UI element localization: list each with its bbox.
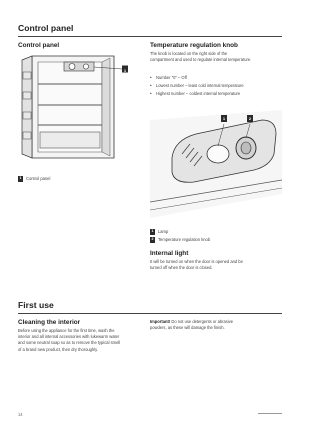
knob-callout-2: 2 xyxy=(248,116,252,121)
list-item: • Number "0" – Off xyxy=(150,74,244,82)
important-text: powders, as these will damage the finish. xyxy=(150,325,225,331)
text-line: turned off when the door is closed. xyxy=(150,265,213,271)
control-panel-subtitle: Control panel xyxy=(18,42,60,49)
legend-number-badge: 1 xyxy=(151,229,154,233)
page-number: 14 xyxy=(18,412,23,417)
internal-light-heading: Internal light xyxy=(150,250,189,257)
knob-callout-1: 1 xyxy=(222,116,226,121)
fridge-illustration xyxy=(18,50,136,168)
footer-divider xyxy=(258,413,282,414)
section-title-first-use: First use xyxy=(18,300,54,310)
figure-caption-control-panel xyxy=(18,176,50,182)
text-line: of a brand new product, then dry thoroughly. xyxy=(18,346,99,352)
legend-text: Lamp xyxy=(158,229,169,235)
text-line: and some neutral soap so as to remove the typical smell xyxy=(18,340,121,346)
legend-number-badge: 2 xyxy=(151,237,154,241)
internal-light-text xyxy=(150,259,243,271)
section-divider xyxy=(18,313,282,314)
caption-number-badge: 1 xyxy=(19,176,22,180)
temperature-settings-list xyxy=(150,74,244,99)
section-divider xyxy=(18,36,282,37)
legend-item-lamp xyxy=(150,229,168,235)
text-line: It will be turned on when the door is opened and be xyxy=(150,259,243,264)
legend-text: Temperature regulation knob xyxy=(158,237,211,243)
important-note xyxy=(150,319,233,331)
text-line: interior and all internal accessories with lukewarm water xyxy=(18,334,120,340)
list-item: • Lowest number – least cold internal temperature xyxy=(150,82,244,90)
cleaning-text xyxy=(18,328,120,353)
temperature-knob-heading: Temperature regulation knob xyxy=(150,42,238,49)
legend-item-knob xyxy=(150,237,210,243)
knob-illustration xyxy=(150,110,282,222)
text-line: Before using the appliance for the first time, wash the xyxy=(18,328,115,333)
figure-callout-1: 1 xyxy=(123,67,127,73)
caption-text: Control panel xyxy=(26,176,51,182)
intro-line: The knob is located on the right side of the xyxy=(150,51,228,56)
important-text: Do not use detergents or abrasive xyxy=(170,319,234,324)
temperature-knob-intro xyxy=(150,51,251,63)
cleaning-heading: Cleaning the interior xyxy=(18,319,81,326)
list-item: • Highest number – coldest internal temperature xyxy=(150,90,244,98)
section-title-control-panel: Control panel xyxy=(18,23,74,33)
intro-line: compartment and used to regulate internal temperature. xyxy=(150,57,252,63)
important-label: Important! xyxy=(150,319,171,324)
